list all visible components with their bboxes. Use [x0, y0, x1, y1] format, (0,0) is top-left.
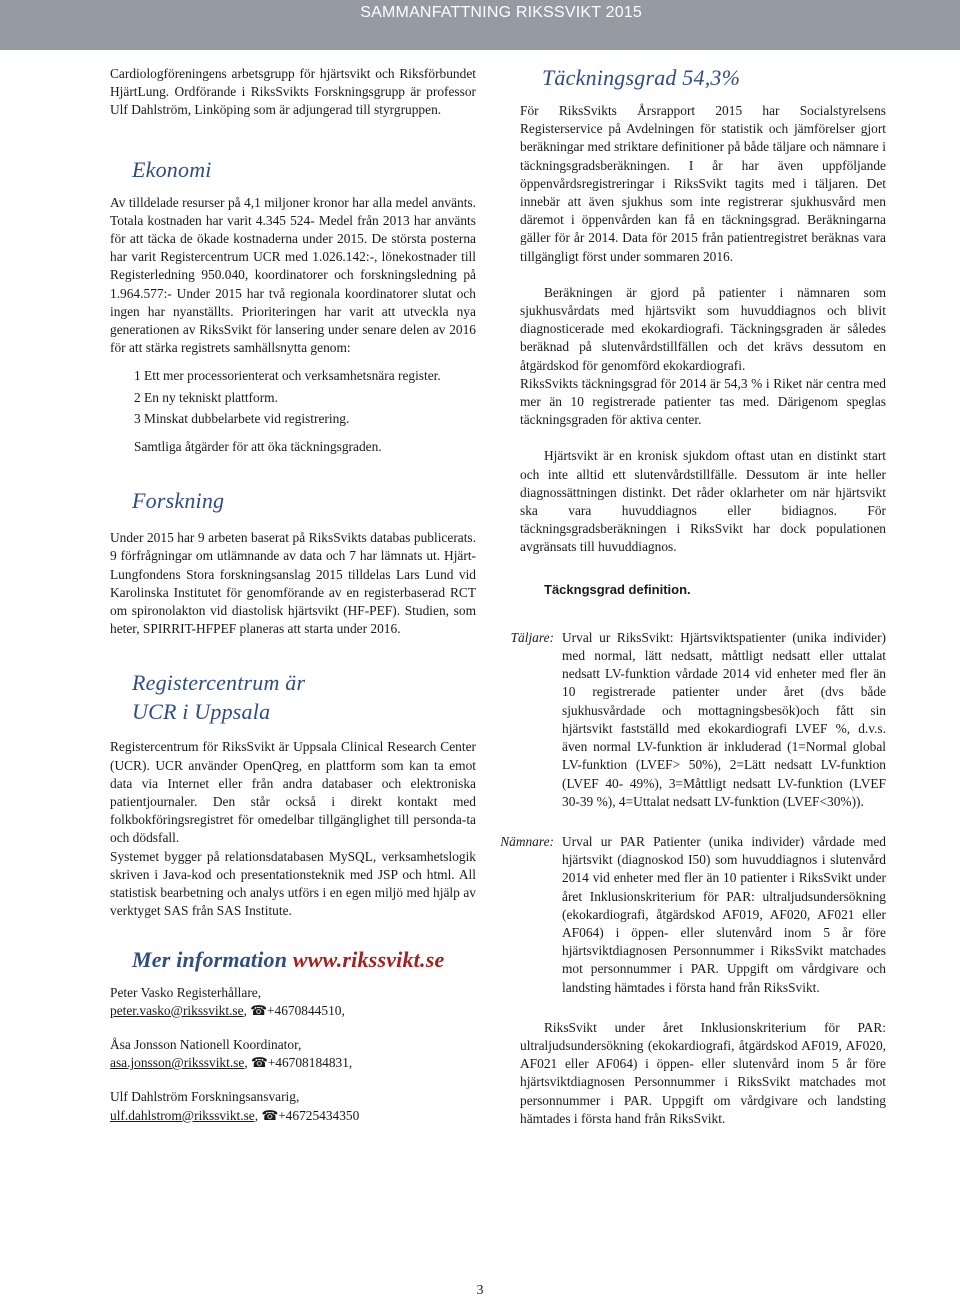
closing-paragraph: RiksSvikt under året Inklusionskriterium för PAR: ultraljudsundersökning (ekokardiografi, åtgärdskod AF019, AF020, AF021 eller AF064) i öppen- eller slutenvård inom 5 år före hjärtsviktdiagnosen Personnummer i RiksSvikt matchades mot personnummer i PAR. Uppgift om vårdgivare och landsting hämtades i första hand från RiksSvikt.	[520, 1019, 886, 1126]
right-column	[500, 65, 886, 1128]
contact-item	[110, 1088, 476, 1124]
website-link[interactable]: www.rikssvikt.se	[292, 946, 445, 972]
registercentrum-heading	[132, 668, 476, 726]
contact-name: Ulf Dahlström Forskningsansvarig,	[110, 1089, 300, 1105]
registercentrum-paragraph-1: Registercentrum för RiksSvikt är Uppsala Clinical Research Center (UCR). UCR använder OpenQreg, en plattform som kan ta emot data via Internet eller från andra databaser och elektroniska patientjournaler. Den står också i direkt kontakt med folkbokföringsregistret för omedelbar tillgänglighet till personda-ta och dödsfall.	[110, 739, 476, 846]
tackningsgrad-paragraph-1: För RiksSvikts Årsrapport 2015 har Socialstyrelsens Registerservice på Avdelningen för statistik och jämförelser gjort beräkningar med striktare definitioner på både täljare och nämnare i täckningsgradsberäkningen. I år har även uppföljande öppenvårdsregistreringar i RiksSvikt tagits med i täljaren. Det innebär att även sjukhus som inte registrerar sjukhusvård men däremot i öppenvården kan få en täckningsgrad. Beräkningarna gäller för år 2014. Data för 2015 från patientregistret beräknas vara tillgängligt först under sommaren 2016.	[520, 103, 886, 264]
ekonomi-steps-list	[134, 367, 476, 428]
forskning-paragraph: Under 2015 har 9 arbeten baserat på RiksSvikts databas publicerats. 9 förfrågningar om utlämnande av data och 7 har lämnats ut. Hjärt-Lungfondens Stora forskningsanslag 2015 tilldelas Lars Lund vid Karolinska Institutet för genomförande av en registerbaserad RCT om spironolakton vid diastolisk hjärtsvikt (HF-PEF). Studien, som heter, SPIRRIT-HFPEF planeras att starta under 2016.	[110, 530, 476, 637]
definition-title: Täckngsgrad definition.	[544, 581, 691, 597]
page-number: 3	[476, 1283, 484, 1298]
list-item: 1 Ett mer processorienterat och verksamhetsnära register.	[134, 368, 441, 384]
ekonomi-paragraph: Av tilldelade resurser på 4,1 miljoner kronor har alla medel använts. Totala kostnaden har varit 4.345 524- Medel från 2013 har använts för att täcka de ökade kostnaderna under 2015. De största posterna har varit Registercentrum UCR med 1.026.142:-, lönekostnader till Registerledning 950.040, koordinatorer och forskningsledning på 1.964.577:- Under 2015 har två regionala koordinatorer slutat och ingen har nyanställts. Prioriteringen har varit att utveckla nya generationen av RiksSvikt för lansering under senare delen av 2016 för att stärka registrets samhällsnytta genom:	[110, 194, 476, 356]
contact-name: Åsa Jonsson Nationell Koordinator,	[110, 1036, 302, 1052]
registercentrum-paragraph-2: Systemet bygger på relationsdatabasen MySQL, verksamhetslogik skriven i Java-kod och presentationsteknik med JSP och html. All statistisk bearbetning och analys utförs i en egen miljö med hjälp av verktyget SAS från SAS Institute.	[110, 848, 476, 919]
left-column	[110, 65, 476, 1125]
contact-item	[110, 984, 476, 1020]
definition-row	[510, 629, 886, 811]
definition-text: Urval ur RiksSvikt: Hjärtsviktspatienter (unika individer) med normal, lätt nedsatt, måttligt nedsatt eller uttalat nedsatt LV-funktion vårdade 2014 vid enheter med fler än 10 registrerade patienter under året (dvs både sjukhusvårdade och mottagningsbesök)och fått sin hjärtsvikt fastställd med ekokardiografi LVEF %, d.v.s. även normal LV-funktion är inkluderad (1=Normal global LV-funktion (LVEF> 50%), 2=Lätt nedsatt LV-funktion (LVEF 40- 49%), 3=Måttligt nedsatt LV-funktion (LVEF 30-39 %), 4=Uttalat nedsatt LV-funktion (LVEF<30%)).	[562, 629, 886, 809]
header-title: SAMMANFATTNING RIKSSVIKT 2015	[360, 4, 642, 21]
definition-row	[500, 833, 886, 997]
contact-email-link[interactable]: peter.vasko@rikssvikt.se	[110, 1002, 244, 1018]
contact-block	[110, 984, 476, 1125]
ekonomi-steps-footer: Samtliga åtgärder för att öka täckningsgraden.	[134, 439, 382, 455]
header-bar	[0, 0, 960, 50]
contact-item	[110, 1036, 476, 1072]
registercentrum-heading-line1: Registercentrum är	[132, 670, 306, 696]
tackningsgrad-paragraph-3: RiksSvikts täckningsgrad för 2014 är 54,3 % i Riket när centra med mer än 10 registrerade patienter tas med. Därigenom speglas täckningsgraden för aktiva center.	[520, 375, 886, 428]
mer-information-heading-text: Mer information	[132, 946, 293, 972]
definition-text: Urval ur PAR Patienter (unika individer) vårdade med hjärtsvikt (diagnoskod I50) som huvuddiagnos i slutenvård 2014 vid enheter med fler än 10 patienter i RiksSvikt under året Inklusionskriterium för PAR: ultraljudsundersökning (ekokardiografi, åtgärdskod AF019, AF020, AF021 eller AF064) i öppen- eller slutenvård inom 5 år före hjärtsviktdiagnosen Personnummer i RiksSvikt matchades mot personnummer i PAR. Uppgift om vårdgivare och landsting hämtades i första hand från RiksSvikt.	[562, 833, 886, 995]
list-item: 2 En ny tekniskt plattform.	[134, 389, 278, 405]
definition-term: Täljare:	[510, 629, 554, 645]
contact-name: Peter Vasko Registerhållare,	[110, 984, 262, 1000]
contact-email-link[interactable]: ulf.dahlstrom@rikssvikt.se,	[110, 1107, 259, 1123]
contact-phone: ☎+46725434350	[258, 1107, 360, 1123]
forskning-heading: Forskning	[132, 488, 225, 514]
ekonomi-heading: Ekonomi	[132, 156, 212, 182]
contact-email-link[interactable]: asa.jonsson@rikssvikt.se	[110, 1055, 245, 1071]
tackningsgrad-paragraph-4: Hjärtsvikt är en kronisk sjukdom oftast utan en distinkt start och inte alltid ett slutenvårdstillfälle. Dessutom är inte heller diagnossättningen distinkt. Det råder oklarheter om när hjärtsvikt ska vara huvuddiagnos eller bidiagnos. För täckningsgradsberäkningen i RiksSvikt har dock populationen avgränsats till huvuddiagnos.	[520, 448, 886, 555]
tackningsgrad-paragraph-2: Beräkningen är gjord på patienter i nämnaren som sjukhusvårdats med hjärtsvikt som huvuddiagnos och blivit diagnosticerade med ekokardiografi. Täckningsgraden är således beräknad på slutenvårdstillfällen och det krävs dessutom en åtgärdskod för genomförd ekokardiografi.	[520, 284, 886, 373]
registercentrum-heading-line2: UCR i Uppsala	[132, 699, 271, 725]
definition-list	[500, 629, 886, 997]
definition-term: Nämnare:	[500, 833, 554, 849]
intro-paragraph: Cardiologföreningens arbetsgrupp för hjärtsvikt och Riksförbundet HjärtLung. Ordförande i RiksSvikts Forskningsgrupp är professor Ulf Dahlström, Linköping som är adjungerad till styrgruppen.	[110, 66, 476, 118]
list-item: 3 Minskat dubbelarbete vid registrering.	[134, 410, 350, 426]
contact-phone: , ☎+46708184831,	[244, 1055, 353, 1071]
contact-phone: , ☎+4670844510,	[243, 1002, 345, 1018]
mer-information-heading	[132, 945, 476, 974]
tackningsgrad-heading: Täckningsgrad 54,3%	[542, 65, 741, 90]
